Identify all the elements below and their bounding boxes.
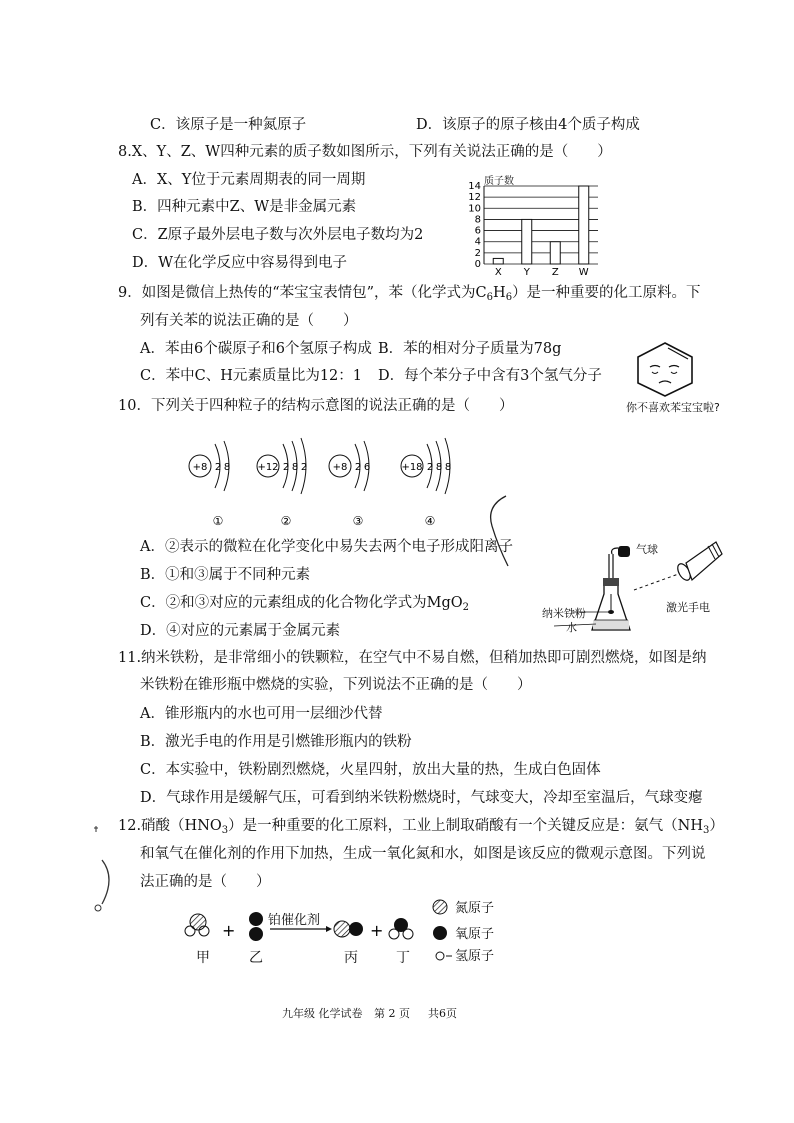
flask-icon xyxy=(592,578,630,630)
nucleus-charge: +8 xyxy=(192,462,208,473)
bar-Y xyxy=(522,219,532,264)
q12-stem-line1 xyxy=(118,816,724,841)
q9-stem-a: 9．如图是微信上热传的“苯宝宝表情包”，苯（化学式为C xyxy=(118,285,487,301)
y-tick-label: 14 xyxy=(468,181,481,192)
q11-option-d: D．气球作用是缓解气压，可看到纳米铁粉燃烧时，气球变大，冷却至室温后，气球变瘪 xyxy=(140,790,703,806)
bar-Z xyxy=(550,242,560,264)
plus-sign-2: + xyxy=(370,921,384,940)
benzene-caption: 你不喜欢苯宝宝啦? xyxy=(626,401,720,414)
q9-stem-sub2: 6 xyxy=(505,292,513,303)
particle-label: ③ xyxy=(352,514,364,528)
particle-label: ② xyxy=(280,514,292,528)
electron-count: 2 xyxy=(426,462,434,473)
y-tick-label: 6 xyxy=(474,225,481,237)
q11-stem-line1: 11.纳米铁粉，是非常细小的铁颗粒，在空气中不易自燃，但稍加热即可剧烈燃烧，如图是纳 xyxy=(118,650,707,666)
benzene-face-icon xyxy=(632,340,698,398)
y-tick-label: 0 xyxy=(474,259,481,270)
particle-diagram-3 xyxy=(329,441,370,528)
legend-hydrogen-icon xyxy=(436,952,444,960)
q9-stem-line2: 列有关苯的说法正确的是（ ） xyxy=(140,313,358,329)
electron-count: 2 xyxy=(282,462,290,473)
nitric-oxide-molecule-icon xyxy=(334,921,363,937)
particle-label: ① xyxy=(212,514,224,528)
q12-stem-a: 12.硝酸（HNO xyxy=(118,818,222,834)
y-tick-label: 8 xyxy=(474,214,481,226)
q12-stem-line3: 法正确的是（ ） xyxy=(140,874,271,890)
q10-stem: 10．下列关于四种粒子的结构示意图的说法正确的是（ ） xyxy=(118,398,514,414)
legend-nitrogen: 氮原子 xyxy=(455,901,495,916)
q10-option-d: D．④对应的元素属于金属元素 xyxy=(140,623,341,639)
nucleus-charge: +8 xyxy=(332,462,348,473)
q8-option-b: B．四种元素中Z、W是非金属元素 xyxy=(132,199,357,215)
q10-option-c xyxy=(140,593,469,618)
pen-mark xyxy=(484,490,524,570)
ammonia-molecule-icon xyxy=(185,914,209,936)
footer-page: 第 2 页 xyxy=(374,1007,410,1020)
electron-count: 8 xyxy=(435,462,443,473)
x-tick-label: X xyxy=(494,267,502,278)
particle-diagram-2 xyxy=(257,438,307,528)
chart-ticks xyxy=(468,181,481,270)
legend-oxygen-icon xyxy=(433,926,447,940)
water-label: 水 xyxy=(566,621,577,634)
electron-count: 2 xyxy=(354,462,362,473)
q9-option-c: C．苯中C、H元素质量比为12：1 xyxy=(140,368,363,384)
particle-structure-diagrams xyxy=(180,424,480,534)
footer-grade: 九年级 化学试卷 xyxy=(282,1007,363,1020)
legend-nitrogen-icon xyxy=(433,900,447,914)
q7-option-c: C．该原子是一种氮原子 xyxy=(150,117,307,133)
q9-option-d: D．每个苯分子中含有3个氢气分子 xyxy=(378,368,602,384)
laser-flashlight-icon xyxy=(675,542,722,582)
electron-count: 2 xyxy=(300,462,308,473)
nucleus-charge: +18 xyxy=(401,462,423,473)
q11-stem-line2: 米铁粉在锥形瓶中燃烧的实验，下列说法不正确的是（ ） xyxy=(140,677,532,693)
electron-count: 8 xyxy=(291,462,299,473)
q12-stem-b: ）是一种重要的化工原料，工业上制取硝酸有一个关键反应是：氨气（NH xyxy=(228,818,703,834)
q10-option-c-sub: 2 xyxy=(462,602,469,613)
proton-bar-chart xyxy=(466,172,606,278)
x-tick-label: Z xyxy=(551,267,559,278)
q12-stem-c: ） xyxy=(709,818,724,834)
electron-count: 6 xyxy=(363,462,371,473)
y-tick-label: 10 xyxy=(468,203,481,215)
y-tick-label: 12 xyxy=(468,192,481,204)
q7-option-d: D．该原子的原子核由4个质子构成 xyxy=(416,117,640,133)
chart-categories xyxy=(495,267,589,278)
y-tick-label: 4 xyxy=(474,236,481,248)
q12-stem-line2: 和氧气在催化剂的作用下加热，生成一氧化氮和水，如图是该反应的微观示意图。下列说 xyxy=(140,846,706,862)
label-yi: 乙 xyxy=(249,950,263,966)
q9-option-a: A．苯由6个碳原子和6个氢原子构成 xyxy=(140,341,372,357)
oxygen-molecule-icon xyxy=(249,912,263,941)
catalyst-label: 铂催化剂 xyxy=(268,913,321,928)
water-molecule-icon xyxy=(389,918,413,939)
q8-option-c: C．Z原子最外层电子数与次外层电子数均为2 xyxy=(132,227,424,243)
bar-W xyxy=(579,186,589,264)
electron-count: 8 xyxy=(444,462,452,473)
q9-stem-b: ）是一种重要的化工原料。下 xyxy=(512,285,701,301)
particle-diagram-4 xyxy=(401,438,451,528)
iron-powder-label: 纳米铁粉 xyxy=(542,607,586,620)
electron-count: 8 xyxy=(223,462,231,473)
laser-label: 激光手电 xyxy=(666,601,710,614)
chart-title: 质子数 xyxy=(484,176,514,187)
x-tick-label: W xyxy=(578,267,589,278)
legend-hydrogen: 氢原子 xyxy=(455,949,495,964)
q8-option-a: A．X、Y位于元素周期表的同一周期 xyxy=(132,172,366,188)
x-tick-label: Y xyxy=(523,267,530,278)
q8-option-d: D．W在化学反应中容易得到电子 xyxy=(132,255,348,271)
q9-option-b: B．苯的相对分子质量为78g xyxy=(378,341,562,357)
label-bing: 丙 xyxy=(344,950,358,966)
q8-stem: 8.X、Y、Z、W四种元素的质子数如图所示，下列有关说法正确的是（ ） xyxy=(118,144,612,160)
footer-total: 共6页 xyxy=(428,1007,457,1020)
q12-stem-sub2: 3 xyxy=(703,825,710,836)
q9-stem xyxy=(118,283,701,308)
plus-sign-1: + xyxy=(222,921,236,940)
nucleus-charge: +12 xyxy=(257,462,279,473)
q11-option-a: A．锥形瓶内的水也可用一层细沙代替 xyxy=(140,706,383,722)
q9-stem-sub1: 6 xyxy=(486,292,494,303)
q11-option-c: C．本实验中，铁粉剧烈燃烧，火星四射，放出大量的热，生成白色固体 xyxy=(140,762,601,778)
balloon-label: 气球 xyxy=(636,543,658,556)
y-tick-label: 2 xyxy=(474,247,481,259)
q10-option-b: B．①和③属于不同种元素 xyxy=(140,567,311,583)
label-jia: 甲 xyxy=(196,950,210,966)
label-ding: 丁 xyxy=(396,950,410,966)
q10-option-c-text: C．②和③对应的元素组成的化合物化学式为MgO xyxy=(140,595,463,611)
particle-label: ④ xyxy=(424,514,436,528)
bar-X xyxy=(493,258,503,264)
q9-stem-mid: H xyxy=(493,285,506,301)
q10-option-a: A．②表示的微粒在化学变化中易失去两个电子形成阳离子 xyxy=(140,539,513,555)
q12-stem-sub: 3 xyxy=(221,825,229,836)
legend-oxygen: 氧原子 xyxy=(455,927,495,942)
chart-bars xyxy=(493,186,589,264)
electron-count: 2 xyxy=(214,462,222,473)
particle-diagram-1 xyxy=(189,441,230,528)
q11-option-b: B．激光手电的作用是引燃锥形瓶内的铁粉 xyxy=(140,734,412,750)
